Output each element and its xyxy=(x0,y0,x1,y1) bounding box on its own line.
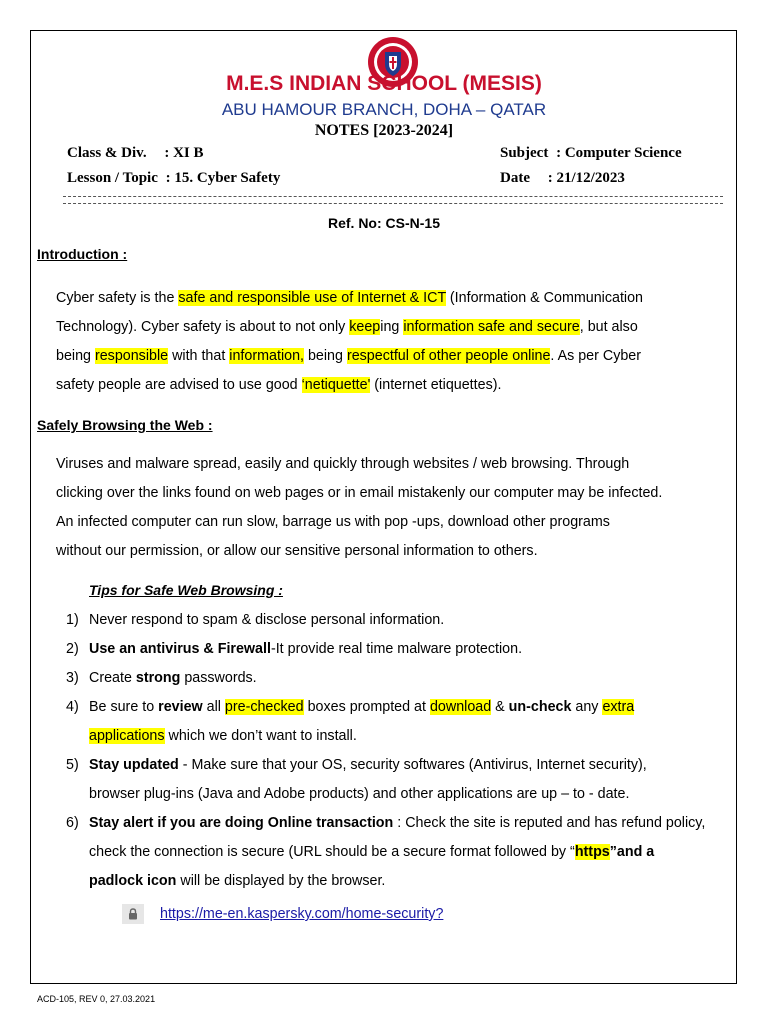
reference-number: Ref. No: CS-N-15 xyxy=(327,215,440,231)
bold-text: Stay updated xyxy=(89,757,179,773)
text: all xyxy=(202,699,225,715)
bold-text: Stay alert if you are doing Online transaction xyxy=(89,815,394,831)
text: - Make sure that your OS, security softwares (Antivirus, Internet security), xyxy=(178,757,647,773)
tip-continuation xyxy=(66,838,746,867)
bold-text: Use an antivirus & Firewall xyxy=(89,641,271,657)
text: -It provide real time malware protection. xyxy=(270,641,523,657)
tips-heading: Tips for Safe Web Browsing : xyxy=(89,582,283,598)
tip-number: 2) xyxy=(66,641,79,657)
text: (Information & Communication xyxy=(445,290,644,306)
highlight: applications xyxy=(89,728,165,744)
highlight: download xyxy=(429,699,492,715)
tip-continuation xyxy=(66,780,746,809)
browsing-line: clicking over the links found on web pages or in email mistakenly our computer may be infected. xyxy=(56,485,663,501)
lesson-value: : 15. Cyber Safety xyxy=(165,170,281,186)
class-div xyxy=(67,145,204,162)
tip-continuation xyxy=(66,867,746,896)
document-footer: ACD-105, REV 0, 27.03.2021 xyxy=(37,994,156,1004)
tip-number: 3) xyxy=(66,670,79,686)
text: which we don’t want to install. xyxy=(164,728,357,744)
browsing-line: An infected computer can run slow, barrage us with pop -ups, download other programs xyxy=(56,514,610,530)
browsing-line: Viruses and malware spread, easily and quickly through websites / web browsing. Through xyxy=(56,456,630,472)
tip-item xyxy=(66,809,746,838)
highlight: information safe and secure xyxy=(403,319,580,335)
date-label: Date xyxy=(500,170,530,186)
tip-number: 1) xyxy=(66,612,79,628)
bold-text: ”and a xyxy=(609,844,655,860)
text: passwords. xyxy=(180,670,257,686)
tip-item xyxy=(66,664,746,693)
text: check the connection is secure (URL should be a secure format followed by “ xyxy=(89,844,575,860)
text: Technology). Cyber safety is about to not only xyxy=(56,319,350,335)
text: . As per Cyber xyxy=(550,348,642,364)
text: & xyxy=(491,699,509,715)
bold-text: padlock icon xyxy=(89,873,177,889)
introduction-heading: Introduction : xyxy=(37,246,128,262)
intro-line xyxy=(56,284,736,313)
text: Cyber safety is the xyxy=(56,290,179,306)
text: will be displayed by the browser. xyxy=(176,873,386,889)
notes-year: NOTES [2023-2024] xyxy=(314,122,454,139)
text: Create xyxy=(89,670,136,686)
intro-line xyxy=(56,342,736,371)
lesson-label: Lesson / Topic xyxy=(67,170,158,186)
browsing-heading: Safely Browsing the Web : xyxy=(37,417,213,433)
tip-item xyxy=(66,635,746,664)
tip-continuation xyxy=(66,722,746,751)
subject-value: : Computer Science xyxy=(556,145,682,161)
branch-name: ABU HAMOUR BRANCH, DOHA – QATAR xyxy=(221,100,547,119)
highlight: ‘netiquette' xyxy=(301,377,371,393)
kaspersky-link[interactable]: https://me-en.kaspersky.com/home-security? xyxy=(160,906,444,922)
highlight: https xyxy=(574,844,610,860)
school-name: M.E.S INDIAN SCHOOL (MESIS) xyxy=(226,72,542,95)
subject-label: Subject xyxy=(500,145,549,161)
tips-list xyxy=(66,606,746,896)
text: any xyxy=(571,699,603,715)
highlight: responsible xyxy=(94,348,169,364)
text: safety people are advised to use good xyxy=(56,377,302,393)
text: Never respond to spam & disclose personal information. xyxy=(89,612,445,628)
bold-text: un-check xyxy=(508,699,572,715)
tip-item xyxy=(66,693,746,722)
padlock-icon xyxy=(122,904,144,924)
text: being xyxy=(304,348,347,364)
highlight: respectful of other people online xyxy=(346,348,551,364)
tip-number: 6) xyxy=(66,815,79,831)
text: with that xyxy=(168,348,230,364)
date-value: : 21/12/2023 xyxy=(547,170,625,186)
highlight: pre-checked xyxy=(224,699,304,715)
highlight: keep xyxy=(349,319,381,335)
bold-text: strong xyxy=(135,670,181,686)
tip-item xyxy=(66,751,746,780)
class-value: : XI B xyxy=(164,145,204,161)
tip-number: 5) xyxy=(66,757,79,773)
text: being xyxy=(56,348,95,364)
introduction-paragraph xyxy=(56,284,736,400)
intro-line xyxy=(56,371,736,400)
browsing-line: without our permission, or allow our sensitive personal information to others. xyxy=(56,543,538,559)
text: , but also xyxy=(579,319,638,335)
text: : Check the site is reputed and has refund policy, xyxy=(393,815,706,831)
text: browser plug-ins (Java and Adobe products) and other applications are up – to - date. xyxy=(89,786,630,802)
lesson-topic xyxy=(67,170,280,187)
text: boxes prompted at xyxy=(303,699,430,715)
browsing-paragraph xyxy=(56,450,736,566)
separator-line xyxy=(63,196,723,204)
tip-number: 4) xyxy=(66,699,79,715)
text: ing xyxy=(380,319,404,335)
subject xyxy=(500,145,682,162)
link-row xyxy=(122,904,443,924)
bold-text: review xyxy=(158,699,203,715)
intro-line xyxy=(56,313,736,342)
class-label: Class & Div. xyxy=(67,145,147,161)
date xyxy=(500,170,625,187)
highlight: information, xyxy=(229,348,304,364)
text: (internet etiquettes). xyxy=(370,377,502,393)
highlight: extra xyxy=(602,699,635,715)
text: Be sure to xyxy=(89,699,159,715)
tip-item xyxy=(66,606,746,635)
highlight: safe and responsible use of Internet & ICT xyxy=(178,290,446,306)
